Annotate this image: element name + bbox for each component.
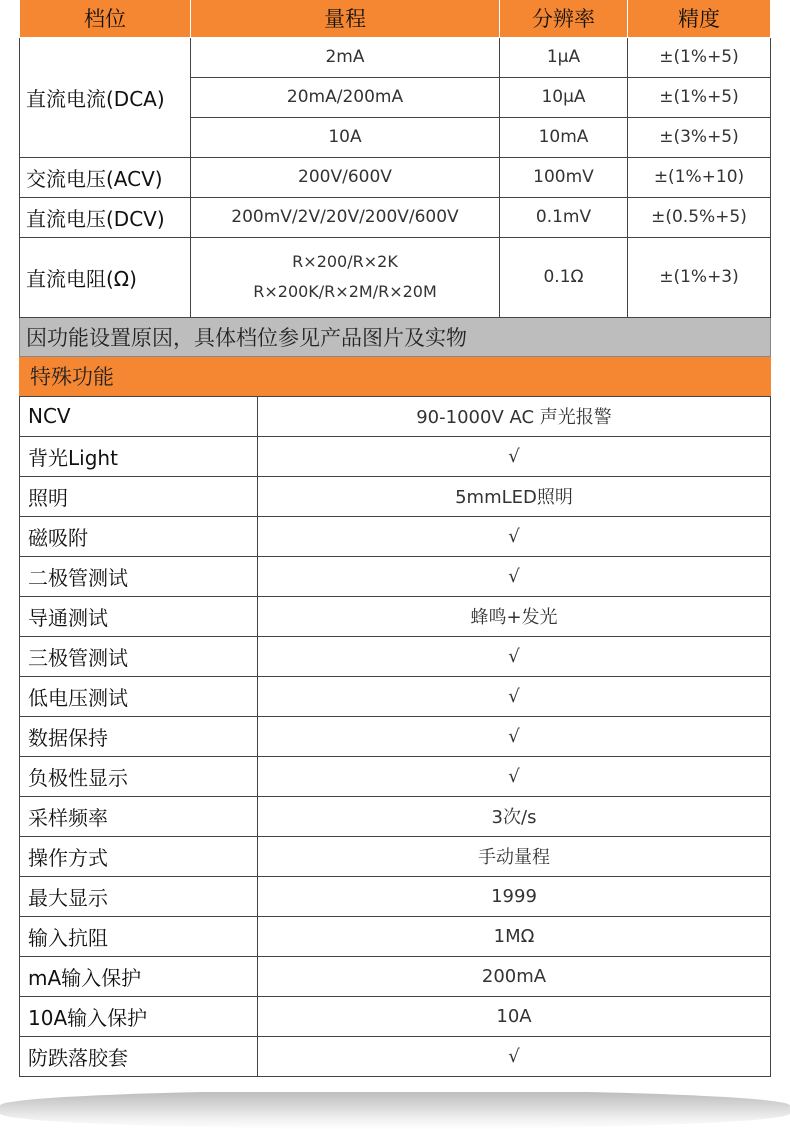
- range-cell: [191, 237, 500, 317]
- feature-value: √: [258, 556, 771, 596]
- spec-header-row: [20, 0, 771, 37]
- table-row: [20, 396, 771, 436]
- feature-value: 1999: [258, 876, 771, 916]
- feature-value: 3次/s: [258, 796, 771, 836]
- feature-value: 90-1000V AC 声光报警: [258, 396, 771, 436]
- resolution-cell: 0.1mV: [500, 197, 628, 237]
- feature-name: 最大显示: [20, 876, 258, 916]
- table-row: [20, 916, 771, 956]
- accuracy-cell: ±(0.5%+5): [628, 197, 771, 237]
- features-table: [19, 396, 771, 1077]
- feature-value: √: [258, 676, 771, 716]
- feature-name: 防跌落胶套: [20, 1036, 258, 1076]
- feature-value: 5mmLED照明: [258, 476, 771, 516]
- resolution-cell: 1μA: [500, 37, 628, 77]
- table-row: [20, 996, 771, 1036]
- spec-table: [19, 0, 771, 396]
- table-row: [20, 436, 771, 476]
- feature-value: √: [258, 636, 771, 676]
- table-row: [20, 756, 771, 796]
- feature-name: 三极管测试: [20, 636, 258, 676]
- feature-value: √: [258, 1036, 771, 1076]
- header-resolution: 分辨率: [500, 0, 628, 37]
- feature-value: 手动量程: [258, 836, 771, 876]
- feature-name: 背光Light: [20, 436, 258, 476]
- accuracy-cell: ±(1%+3): [628, 237, 771, 317]
- table-row: [20, 796, 771, 836]
- note-text: 因功能设置原因，具体档位参见产品图片及实物: [20, 317, 771, 356]
- mode-dca: 直流电流(DCA): [20, 37, 191, 157]
- range-cell: 10A: [191, 117, 500, 157]
- feature-name: 采样频率: [20, 796, 258, 836]
- feature-value: 10A: [258, 996, 771, 1036]
- table-row: [20, 476, 771, 516]
- feature-value: 200mA: [258, 956, 771, 996]
- feature-name: 操作方式: [20, 836, 258, 876]
- accuracy-cell: ±(1%+5): [628, 37, 771, 77]
- feature-name: mA输入保护: [20, 956, 258, 996]
- accuracy-cell: ±(3%+5): [628, 117, 771, 157]
- table-row: [20, 876, 771, 916]
- feature-name: 数据保持: [20, 716, 258, 756]
- feature-value: √: [258, 436, 771, 476]
- table-row: [20, 37, 771, 77]
- table-row: [20, 1036, 771, 1076]
- mode-dcv: 直流电压(DCV): [20, 197, 191, 237]
- resolution-cell: 10mA: [500, 117, 628, 157]
- resolution-cell: 0.1Ω: [500, 237, 628, 317]
- range-cell: 200V/600V: [191, 157, 500, 197]
- features-header-row: [20, 356, 771, 395]
- header-range: 量程: [191, 0, 500, 37]
- resolution-cell: 10μA: [500, 77, 628, 117]
- feature-name: 导通测试: [20, 596, 258, 636]
- feature-value: √: [258, 516, 771, 556]
- accuracy-cell: ±(1%+5): [628, 77, 771, 117]
- mode-acv: 交流电压(ACV): [20, 157, 191, 197]
- feature-name: 照明: [20, 476, 258, 516]
- header-accuracy: 精度: [628, 0, 771, 37]
- features-title: 特殊功能: [20, 356, 771, 395]
- range-cell: 20mA/200mA: [191, 77, 500, 117]
- page-shadow: [0, 1090, 790, 1129]
- range-line-2: R×200K/R×2M/R×20M: [253, 282, 437, 301]
- feature-value: 蜂鸣+发光: [258, 596, 771, 636]
- range-cell: 2mA: [191, 37, 500, 77]
- feature-value: √: [258, 716, 771, 756]
- feature-name: 负极性显示: [20, 756, 258, 796]
- table-row: [20, 157, 771, 197]
- table-row: [20, 956, 771, 996]
- range-cell: 200mV/2V/20V/200V/600V: [191, 197, 500, 237]
- table-row: [20, 716, 771, 756]
- feature-name: 二极管测试: [20, 556, 258, 596]
- feature-name: NCV: [20, 396, 258, 436]
- header-position: 档位: [20, 0, 191, 37]
- table-row: [20, 237, 771, 317]
- note-row: [20, 317, 771, 356]
- feature-name: 低电压测试: [20, 676, 258, 716]
- page-shadow-mask: [0, 1082, 790, 1092]
- resolution-cell: 100mV: [500, 157, 628, 197]
- feature-value: 1MΩ: [258, 916, 771, 956]
- accuracy-cell: ±(1%+10): [628, 157, 771, 197]
- spec-sheet: [19, 0, 770, 1077]
- table-row: [20, 516, 771, 556]
- table-row: [20, 197, 771, 237]
- table-row: [20, 676, 771, 716]
- table-row: [20, 556, 771, 596]
- feature-name: 磁吸附: [20, 516, 258, 556]
- feature-value: √: [258, 756, 771, 796]
- table-row: [20, 636, 771, 676]
- table-row: [20, 836, 771, 876]
- range-line-1: R×200/R×2K: [292, 252, 398, 271]
- feature-name: 输入抗阻: [20, 916, 258, 956]
- feature-name: 10A输入保护: [20, 996, 258, 1036]
- table-row: [20, 596, 771, 636]
- mode-resistance: 直流电阻(Ω): [20, 237, 191, 317]
